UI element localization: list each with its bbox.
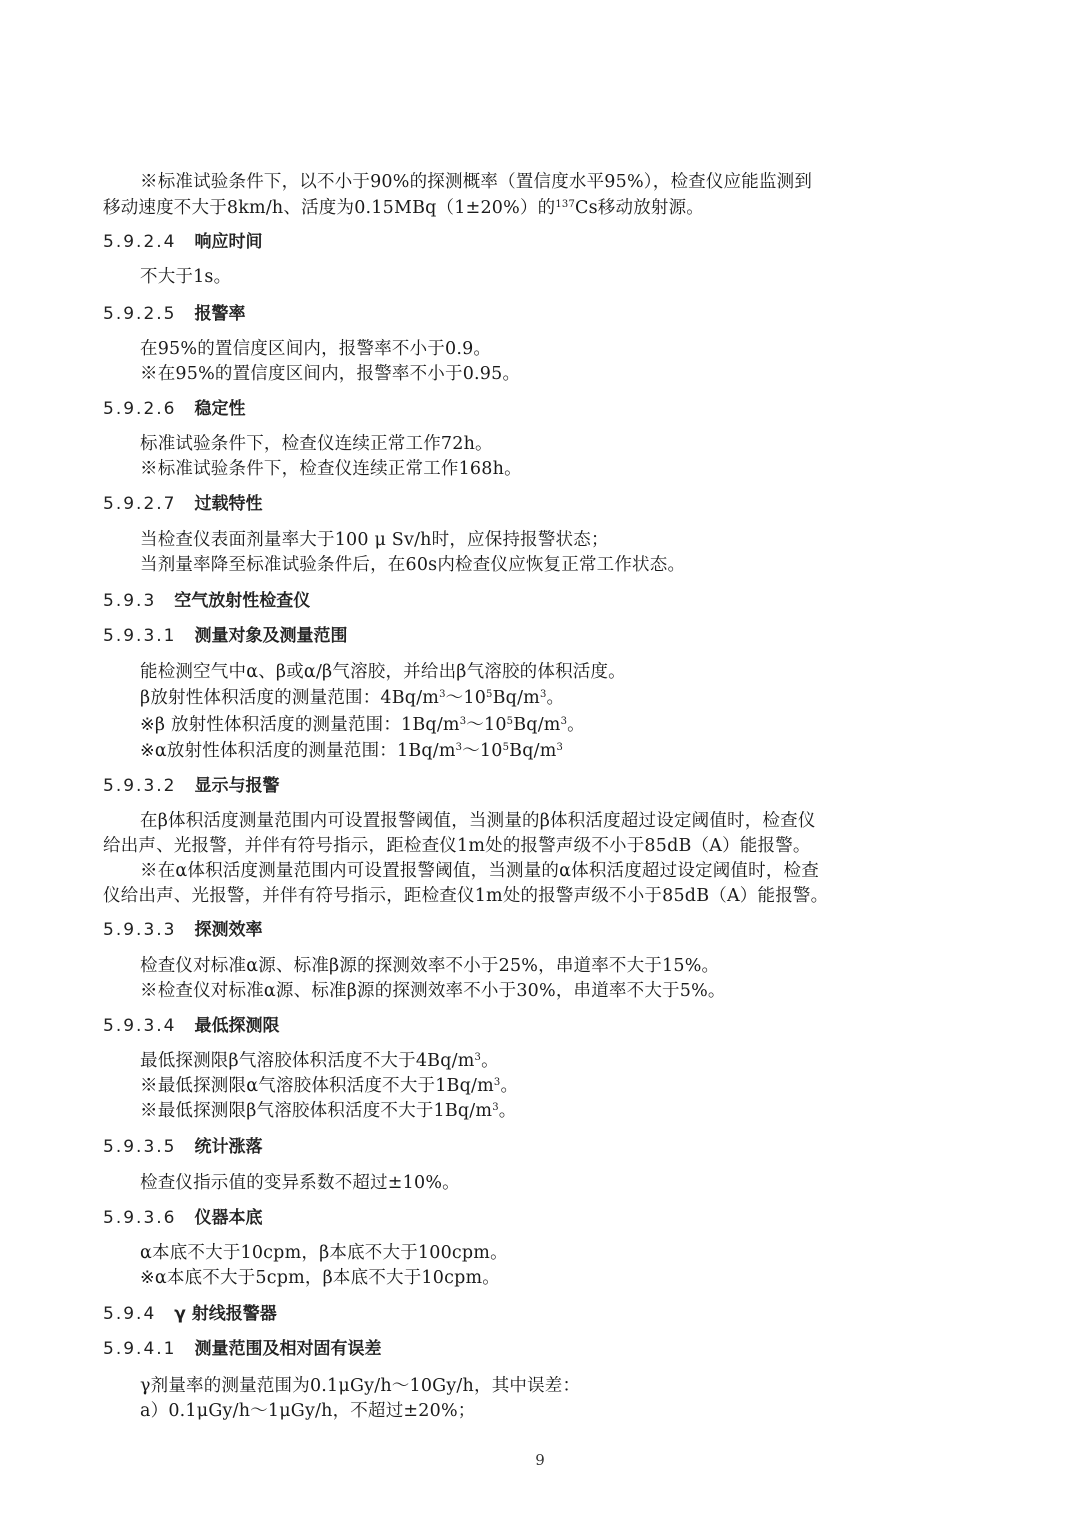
paragraph-line: ※检查仪对标准α源、标准β源的探测效率不小于30%，串道率不大于5%。 <box>140 981 726 1001</box>
section-heading: 5.9.2.6 稳定性 <box>103 399 246 419</box>
section-heading: 5.9.3 空气放射性检查仪 <box>103 591 311 611</box>
paragraph-line: ※最低探测限β气溶胶体积活度不大于$1Bq/m^3$。 <box>140 1101 517 1121</box>
paragraph-line: ※标准试验条件下，检查仪连续正常工作168h。 <box>140 459 522 479</box>
paragraph-line: 不大于1s。 <box>140 267 232 287</box>
paragraph-line: 检查仪对标准α源、标准β源的探测效率不小于25%，串道率不大于15%。 <box>140 956 720 976</box>
paragraph-line: a）0.1μGy/h～1μGy/h，不超过±20%； <box>140 1401 476 1421</box>
paragraph-line: 给出声、光报警，并伴有符号指示，距检查仪1m处的报警声级不小于85dB（A）能报警。 <box>103 836 811 856</box>
section-heading: 5.9.2.4 响应时间 <box>103 232 263 252</box>
section-heading: 5.9.3.1 测量对象及测量范围 <box>103 626 348 646</box>
paragraph-line: ※在95%的置信度区间内，报警率不小于0.95。 <box>140 364 521 384</box>
paragraph-line: 移动速度不大于8km/h、活度为0.15MBq（1±20%）的$^{137}$Cs移动放射源。 <box>103 198 705 218</box>
paragraph-line: 当检查仪表面剂量率大于100 μ Sv/h时，应保持报警状态； <box>140 530 609 550</box>
section-heading: 5.9.3.6 仪器本底 <box>103 1208 263 1228</box>
paragraph-line: γ剂量率的测量范围为0.1μGy/h～10Gy/h，其中误差： <box>140 1376 581 1396</box>
section-heading: 5.9.2.7 过载特性 <box>103 494 263 514</box>
page-number: 9 <box>535 1451 545 1469</box>
paragraph-line: α本底不大于10cpm，β本底不大于100cpm。 <box>140 1243 508 1263</box>
paragraph-line: ※α放射性体积活度的测量范围：$1Bq/m^3\sim 10^5Bq/m^3$ <box>140 741 564 761</box>
paragraph-line: 仪给出声、光报警，并伴有符号指示，距检查仪1m处的报警声级不小于85dB（A）能报警。 <box>103 886 829 906</box>
paragraph-line: β放射性体积活度的测量范围：$4Bq/m^3\sim 10^5Bq/m^3$。 <box>140 688 565 708</box>
paragraph-line: 标准试验条件下，检查仪连续正常工作72h。 <box>140 434 493 454</box>
paragraph-line: 能检测空气中α、β或α/β气溶胶，并给出β气溶胶的体积活度。 <box>140 662 626 682</box>
paragraph-line: 当剂量率降至标准试验条件后，在60s内检查仪应恢复正常工作状态。 <box>140 555 686 575</box>
section-heading: 5.9.3.2 显示与报警 <box>103 776 280 796</box>
paragraph-line: ※最低探测限α气溶胶体积活度不大于$1Bq/m^3$。 <box>140 1076 519 1096</box>
section-heading: 5.9.3.4 最低探测限 <box>103 1016 280 1036</box>
paragraph-line: 在β体积活度测量范围内可设置报警阈值，当测量的β体积活度超过设定阈值时，检查仪 <box>140 811 816 831</box>
paragraph-line: ※β 放射性体积活度的测量范围：$1Bq/m^3\sim 10^5Bq/m^3$。 <box>140 715 585 735</box>
section-heading: 5.9.3.5 统计涨落 <box>103 1137 263 1157</box>
paragraph-line: 最低探测限β气溶胶体积活度不大于$4Bq/m^3$。 <box>140 1051 499 1071</box>
section-heading: 5.9.4.1 测量范围及相对固有误差 <box>103 1339 382 1359</box>
section-heading: 5.9.2.5 报警率 <box>103 304 246 324</box>
paragraph-line: 在95%的置信度区间内，报警率不小于0.9。 <box>140 339 492 359</box>
section-heading: 5.9.3.3 探测效率 <box>103 920 263 940</box>
paragraph-line: 检查仪指示值的变异系数不超过±10%。 <box>140 1173 460 1193</box>
section-heading: 5.9.4 γ 射线报警器 <box>103 1304 277 1324</box>
paragraph-line: ※标准试验条件下，以不小于90%的探测概率（置信度水平95%），检查仪应能监测到 <box>140 172 813 192</box>
paragraph-line: ※α本底不大于5cpm，β本底不大于10cpm。 <box>140 1268 500 1288</box>
paragraph-line: ※在α体积活度测量范围内可设置报警阈值，当测量的α体积活度超过设定阈值时，检查 <box>140 861 819 881</box>
